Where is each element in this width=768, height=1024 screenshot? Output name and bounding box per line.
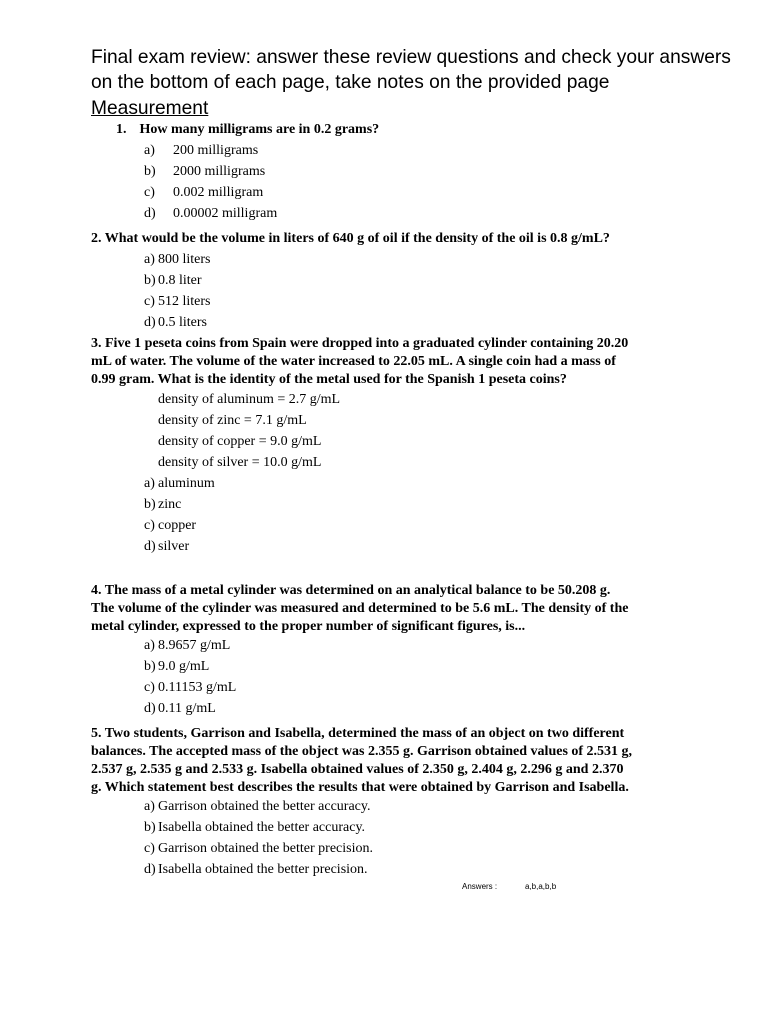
option-label: a): [144, 143, 155, 158]
question-1-text: How many milligrams are in 0.2 grams?: [139, 122, 380, 137]
question-3-option-a: [144, 473, 215, 494]
question-4-line-3: metal cylinder, expressed to the proper number of significant figures, is...: [91, 619, 526, 634]
question-3-line-1: 3. Five 1 peseta coins from Spain were dropped into a graduated cylinder containing 20.20: [91, 336, 629, 351]
question-3-option-d: [144, 536, 189, 557]
option-text: zinc: [158, 497, 182, 512]
question-1-number: 1.: [116, 122, 127, 137]
option-label: a): [144, 476, 155, 491]
question-5-option-d: [144, 859, 368, 880]
option-label: a): [144, 638, 155, 653]
question-1: [116, 121, 379, 139]
answers-label: Answers :: [462, 882, 498, 891]
question-2-option-a: [144, 249, 211, 270]
question-3-line-2: mL of water. The volume of the water increased to 22.05 mL. A single coin had a mass of: [91, 354, 616, 369]
option-label: d): [144, 701, 156, 716]
question-5-line-2: balances. The accepted mass of the object was 2.355 g. Garrison obtained values of 2.531 g,: [91, 744, 633, 759]
option-label: d): [144, 315, 156, 330]
option-text: 800 liters: [158, 252, 211, 267]
question-5-option-b: [144, 817, 365, 838]
question-2-option-c: [144, 291, 211, 312]
option-text: 9.0 g/mL: [158, 659, 210, 674]
question-5-option-a: [144, 796, 371, 817]
question-2-option-b: [144, 270, 202, 291]
question-4-option-a: [144, 635, 230, 656]
option-label: d): [144, 862, 156, 877]
question-1-option-a: [144, 140, 258, 161]
question-3-option-c: [144, 515, 196, 536]
option-label: a): [144, 252, 155, 267]
option-text: Isabella obtained the better accuracy.: [158, 820, 366, 835]
question-4-line-2: The volume of the cylinder was measured and determined to be 5.6 mL. The density of the: [91, 601, 629, 616]
question-5-option-c: [144, 838, 373, 859]
question-2-option-d: [144, 312, 207, 333]
option-text: Garrison obtained the better accuracy.: [158, 799, 371, 814]
option-text: 0.11153 g/mL: [158, 680, 237, 695]
option-label: b): [144, 659, 156, 674]
option-text: 8.9657 g/mL: [158, 638, 231, 653]
option-text: 200 milligrams: [173, 143, 259, 158]
density-aluminum: density of aluminum = 2.7 g/mL: [158, 392, 341, 407]
density-silver: density of silver = 10.0 g/mL: [158, 455, 322, 470]
option-text: 0.5 liters: [158, 315, 207, 330]
question-4-option-b: [144, 656, 209, 677]
question-2-text: 2. What would be the volume in liters of 640 g of oil if the density of the oil is 0.8 g/mL?: [91, 231, 610, 246]
option-label: c): [144, 518, 155, 533]
density-copper: density of copper = 9.0 g/mL: [158, 434, 322, 449]
option-text: silver: [158, 539, 190, 554]
option-text: copper: [158, 518, 197, 533]
option-text: Isabella obtained the better precision.: [158, 862, 368, 877]
question-3-line-3: 0.99 gram. What is the identity of the metal used for the Spanish 1 peseta coins?: [91, 372, 567, 387]
option-text: 0.8 liter: [158, 273, 202, 288]
section-title: Measurement: [91, 98, 209, 119]
option-text: 0.11 g/mL: [158, 701, 216, 716]
option-label: c): [144, 680, 155, 695]
option-text: 0.002 milligram: [173, 185, 264, 200]
question-4-option-c: [144, 677, 236, 698]
question-3-option-b: [144, 494, 181, 515]
question-1-option-d: [144, 203, 277, 224]
option-text: 512 liters: [158, 294, 211, 309]
question-1-option-c: [144, 182, 263, 203]
question-4-option-d: [144, 698, 216, 719]
option-label: d): [144, 539, 156, 554]
option-label: b): [144, 497, 156, 512]
question-5-line-1: 5. Two students, Garrison and Isabella, determined the mass of an object on two different: [91, 726, 625, 741]
option-text: aluminum: [158, 476, 215, 491]
question-5-line-4: g. Which statement best describes the results that were obtained by Garrison and Isabella.: [91, 780, 629, 795]
option-text: 0.00002 milligram: [173, 206, 278, 221]
option-label: c): [144, 294, 155, 309]
page-heading: Final exam review: answer these review questions and check your answers on the bottom of each page, take notes on the provided page: [91, 47, 731, 93]
answers-value: a,b,a,b,b: [525, 882, 557, 891]
option-label: c): [144, 185, 155, 200]
question-4-line-1: 4. The mass of a metal cylinder was determined on an analytical balance to be 50.208 g.: [91, 583, 611, 598]
option-label: b): [144, 820, 156, 835]
option-text: 2000 milligrams: [173, 164, 266, 179]
question-1-option-b: [144, 161, 265, 182]
option-label: c): [144, 841, 155, 856]
option-label: b): [144, 273, 156, 288]
option-label: d): [144, 206, 156, 221]
option-text: Garrison obtained the better precision.: [158, 841, 373, 856]
question-5-line-3: 2.537 g, 2.535 g and 2.533 g. Isabella obtained values of 2.350 g, 2.404 g, 2.296 g and 2.370: [91, 762, 624, 777]
option-label: b): [144, 164, 156, 179]
option-label: a): [144, 799, 155, 814]
density-zinc: density of zinc = 7.1 g/mL: [158, 413, 307, 428]
